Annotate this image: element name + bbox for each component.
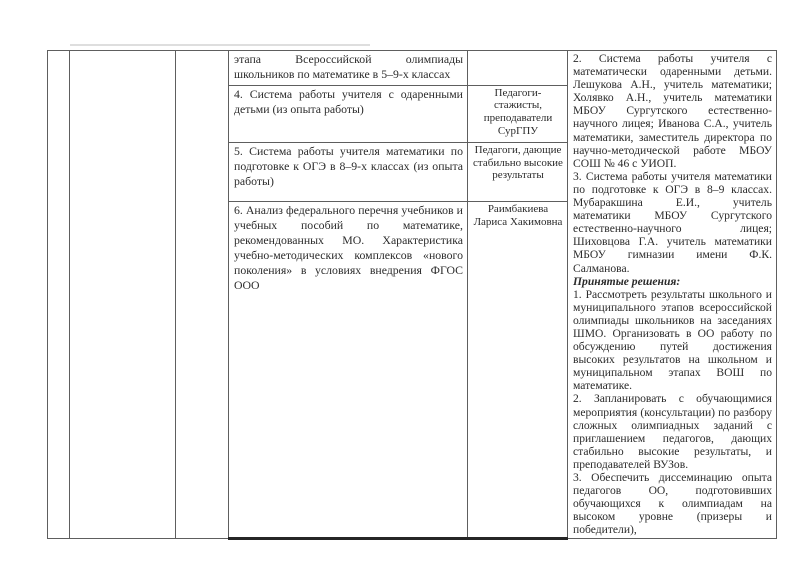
agenda-topic-item4: 4. Система работы учителя с одаренными детьми (из опыта работы): [229, 85, 468, 142]
agenda-topic-continuation: этапа Всероссийской олимпиады школьников по математике в 5–9-х классах: [229, 51, 468, 86]
scan-artifact-line: [70, 44, 370, 46]
decision-paragraph-1: 1. Рассмотреть результаты школьного и муниципального этапов всероссийской олимпиады школьников на заседаниях ШМО. Организовать в ОО работу по обсуждению путей достижения высоких результатов на школьном и муниципальном этапах ВОШ по математике.: [573, 287, 772, 393]
summary-paragraph-item2: 2. Система работы учителя с математически одаренными детьми. Лешукова А.Н., учитель математики; Холявко А.Н., учитель математики МБОУ Сургутского естественно-научного лицея; Иванова С.А., учитель математики, заместитель директора по научно-методической работе МБОУ СОШ № 46 с УИОП.: [573, 52, 772, 170]
agenda-topic-item5: 5. Система работы учителя математики по подготовке к ОГЭ в 8–9-х классах (из опыта работы): [229, 142, 468, 201]
decision-paragraph-2: 2. Запланировать с обучающимися мероприятия (консультации) по разбору сложных олимпиадных заданий с приглашением педагогов, дающих стабильно высокие результаты, и преподавателей ВУЗов.: [573, 392, 772, 471]
decision-paragraph-3: 3. Обеспечить диссеминацию опыта педагогов ОО, подготовивших обучающихся к олимпиадам на высоком уровне (призеры и победители),: [573, 471, 772, 537]
presenter-cell-continuation: [468, 51, 568, 86]
empty-cell-col1: [48, 51, 70, 539]
presenter-cell-item6: Раимбакиева Лариса Хакимовна: [468, 201, 568, 539]
empty-cell-col2: [70, 51, 176, 539]
summary-paragraph-item3: 3. Система работы учителя математики по подготовке к ОГЭ в 8–9 классах. Мубаракшина Е.И., учитель математики МБОУ Сургутского естественно-научного лицея; Шиховцова Г.А. учитель математики МБОУ гимназии имени Ф.К. Салманова.: [573, 169, 772, 275]
decisions-heading: Принятые решения:: [573, 274, 681, 288]
presenter-cell-item4: Педагоги-стажисты, преподаватели СурГПУ: [468, 85, 568, 142]
presenter-cell-item5: Педагоги, дающие стабильно высокие результаты: [468, 142, 568, 201]
summary-cell: [568, 51, 777, 539]
empty-cell-col3: [176, 51, 229, 539]
protocol-table: [47, 50, 777, 540]
agenda-topic-item6: 6. Анализ федерального перечня учебников и учебных пособий по математике, рекомендованных МО. Характеристика учебно-методических комплексов «нового поколения» в условиях внедрения ФГОС ООО: [229, 201, 468, 539]
